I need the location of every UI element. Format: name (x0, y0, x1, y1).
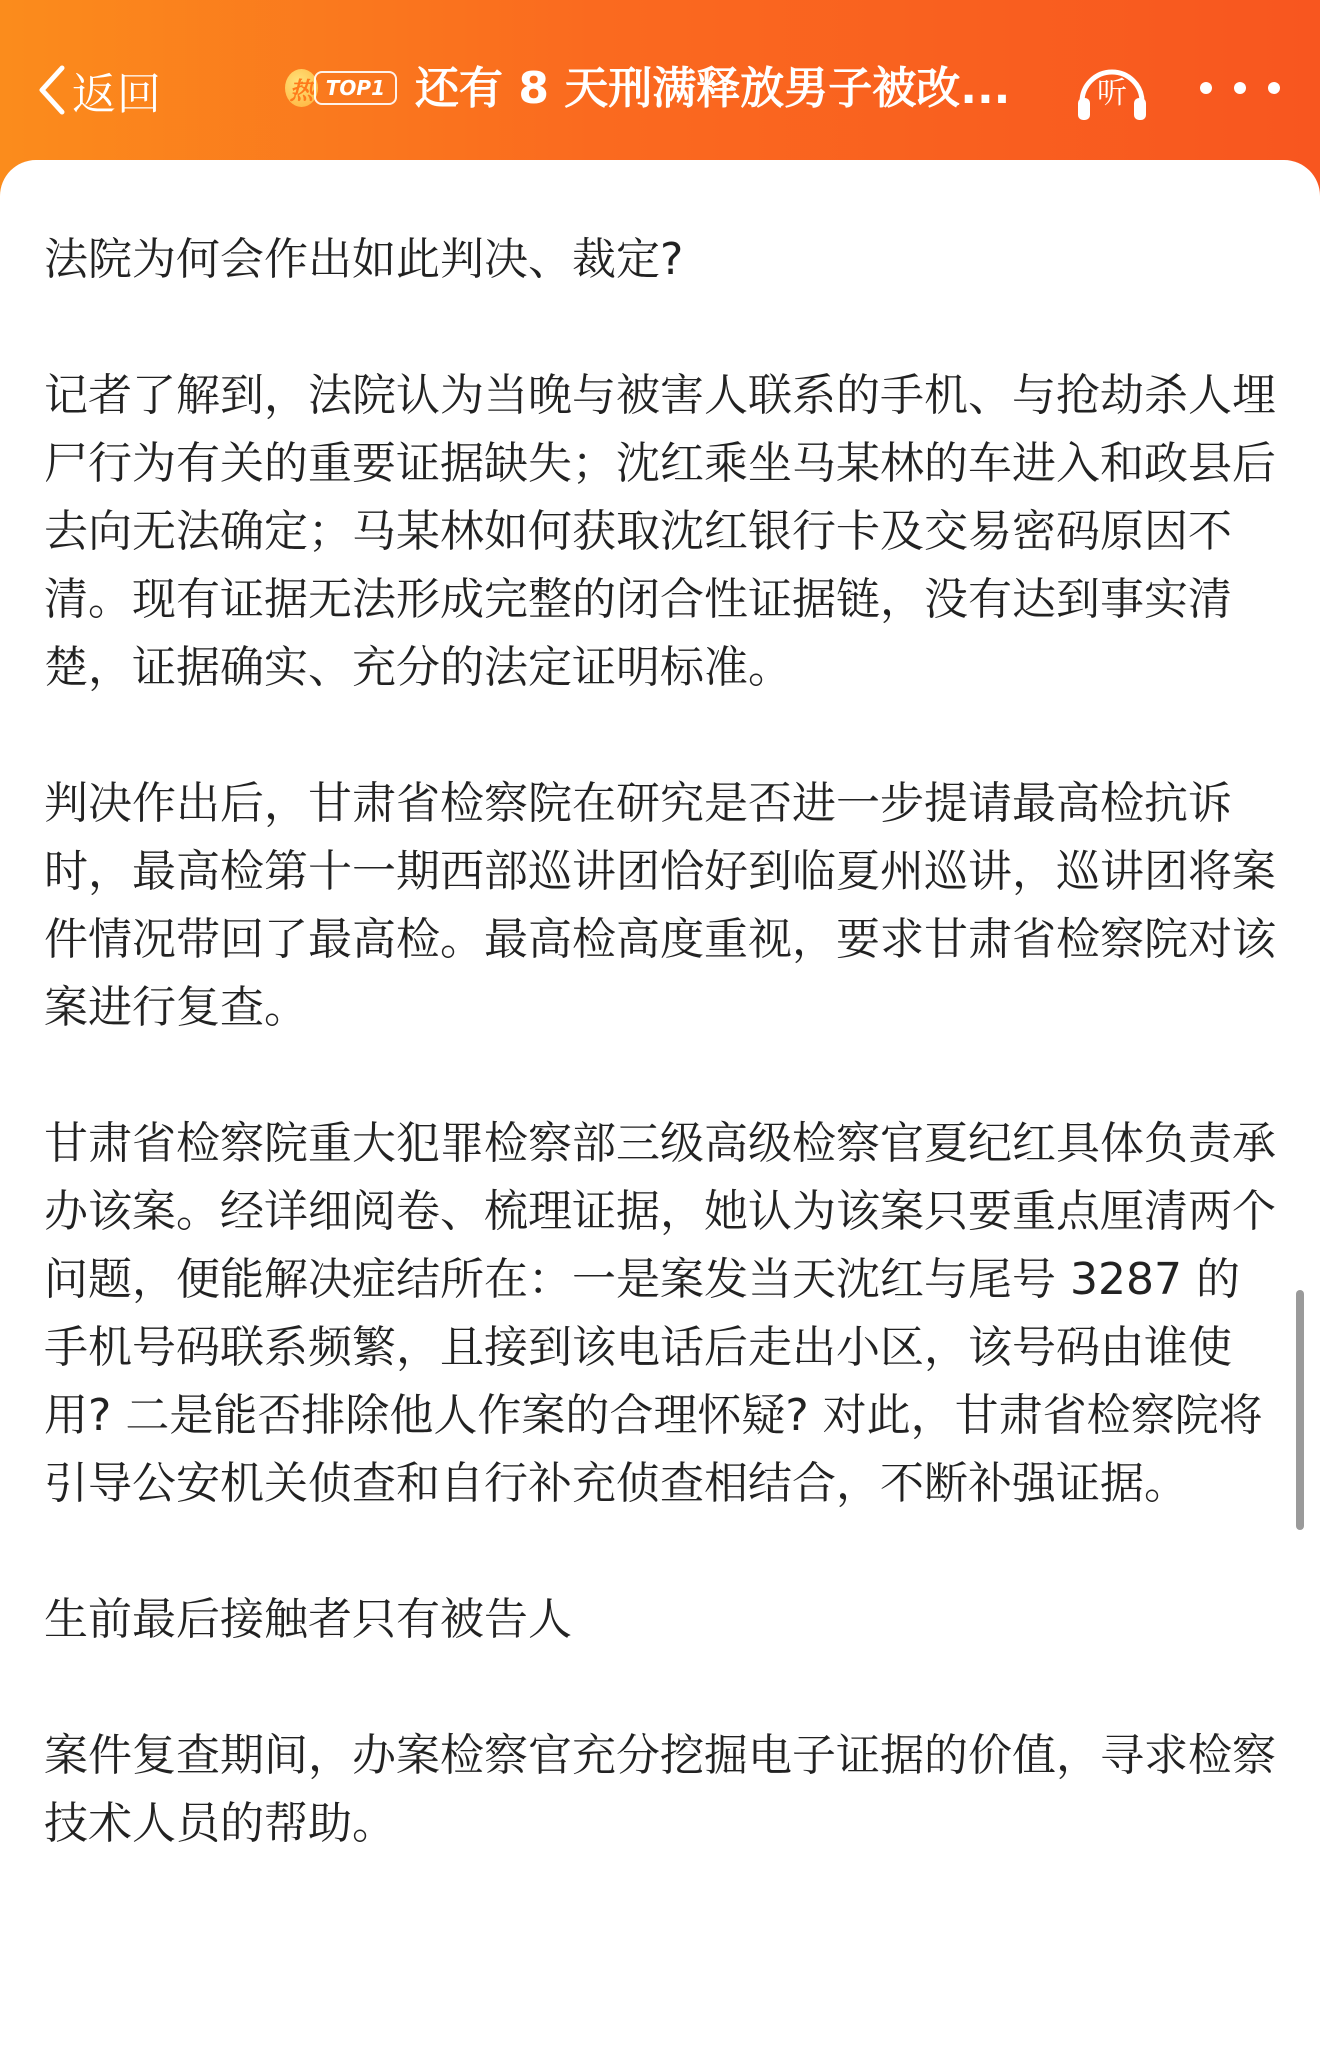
article-paragraph: 法院为何会作出如此判决、裁定? (44, 234, 684, 285)
article-paragraph: 记者了解到，法院认为当晚与被害人联系的手机、与抢劫杀人埋尸行为有关的重要证据缺失；沈红乘坐马某林的车进入和政县后去向无法确定；马某林如何获取沈红银行卡及交易密码原因不清。现有证据无法形成完整的闭合性证据链，没有达到事实清楚，证据确实、充分的法定证明标准。 (44, 370, 1276, 693)
chevron-left-icon (36, 62, 66, 118)
hot-top-badge (285, 66, 397, 110)
back-label: 返回 (72, 69, 162, 120)
back-button[interactable] (36, 60, 162, 120)
more-dot-icon (1268, 82, 1280, 94)
more-dot-icon (1234, 82, 1246, 94)
more-dot-icon (1200, 82, 1212, 94)
scrollbar[interactable] (1296, 1290, 1304, 1530)
article-paragraph: 判决作出后，甘肃省检察院在研究是否进一步提请最高检抗诉时，最高检第十一期西部巡讲团恰好到临夏州巡讲，巡讲团将案件情况带回了最高检。最高检高度重视，要求甘肃省检察院对该案进行复查。 (44, 778, 1276, 1033)
more-button[interactable] (1200, 66, 1280, 110)
article-paragraph: 甘肃省检察院重大犯罪检察部三级高级检察官夏纪红具体负责承办该案。经详细阅卷、梳理证据，她认为该案只要重点厘清两个问题，便能解决症结所在：一是案发当天沈红与尾号 3287 的手机号码联系频繁，且接到该电话后走出小区，该号码由谁使用? 二是能否排除他人作案的合理怀疑? 对此，甘肃省检察院将引导公安机关侦查和自行补充侦查相结合，不断补强证据。 (44, 1118, 1276, 1509)
hot-icon: 热 (285, 69, 318, 107)
listen-button[interactable] (1072, 52, 1152, 124)
rank-label: TOP1 (314, 71, 397, 105)
article-body (44, 226, 1280, 1926)
article-subheading: 生前最后接触者只有被告人 (44, 1594, 572, 1645)
listen-label: 听 (1097, 76, 1127, 111)
page-title: 还有 8 天刑满释放男子被改... (415, 63, 1011, 114)
article-content[interactable] (0, 160, 1320, 2048)
article-paragraph: 案件复查期间，办案检察官充分挖掘电子证据的价值，寻求检察技术人员的帮助。 (44, 1730, 1276, 1849)
